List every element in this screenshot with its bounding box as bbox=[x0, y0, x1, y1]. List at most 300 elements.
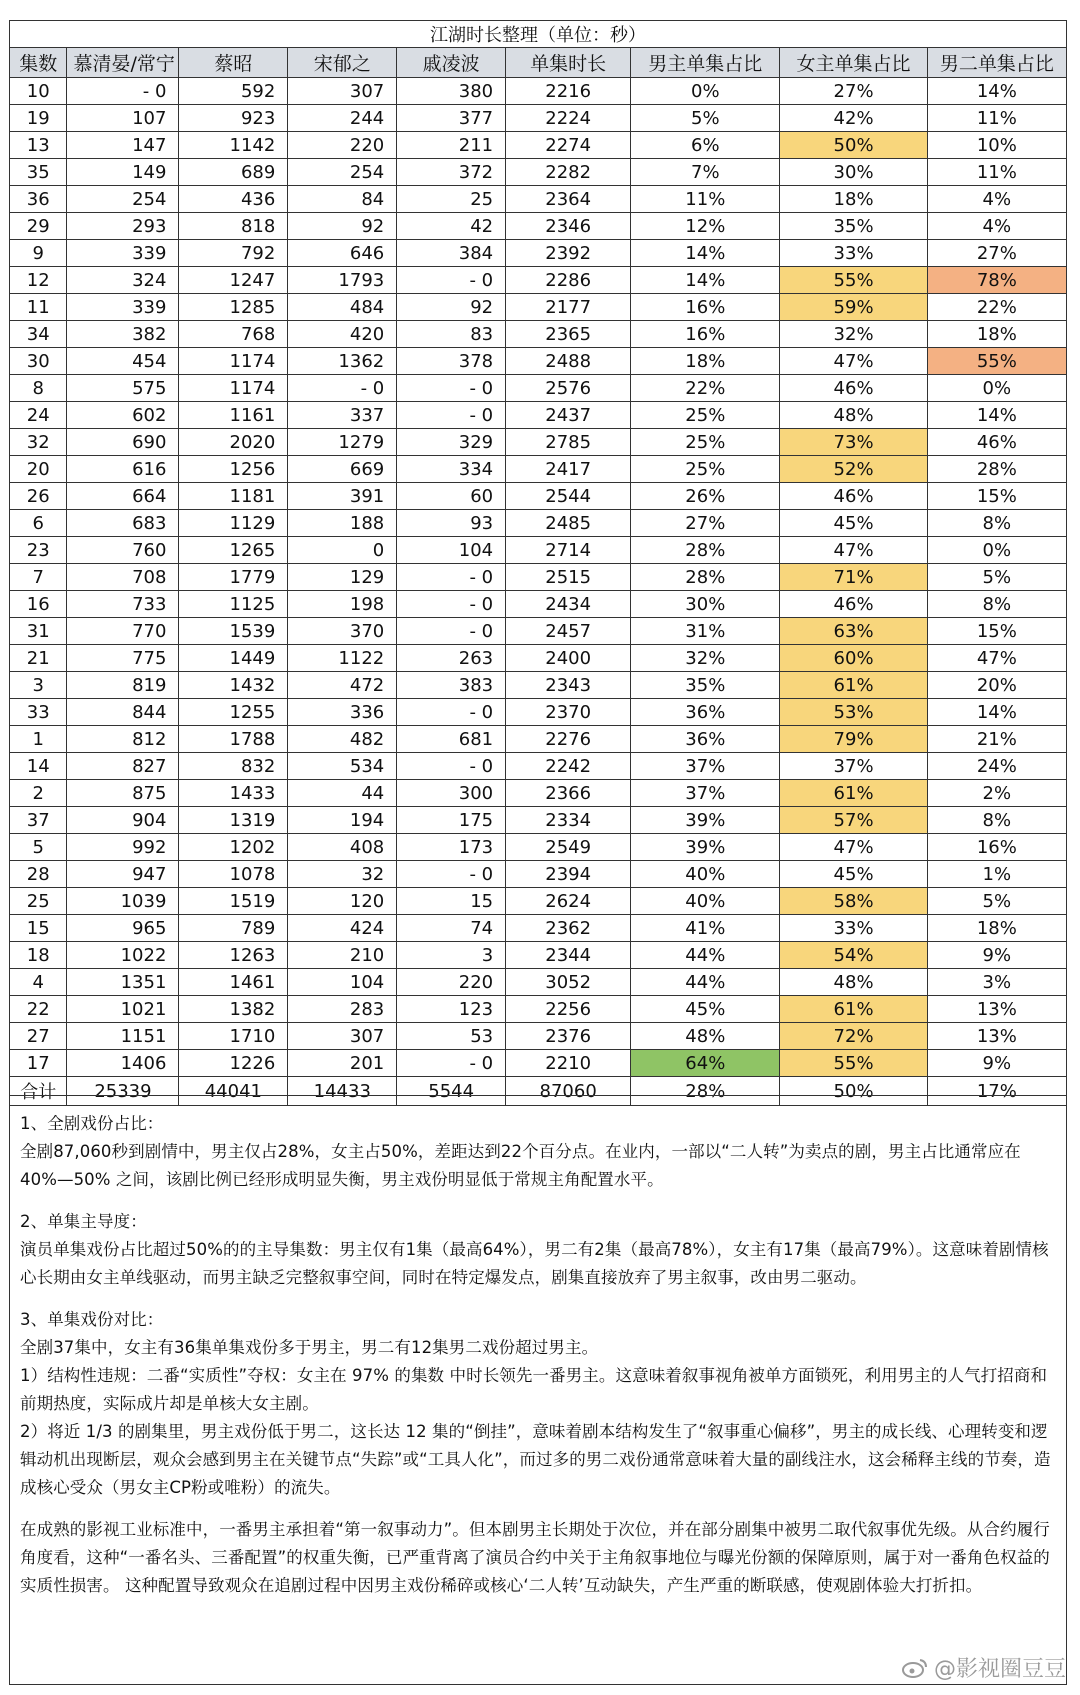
table-cell: 2276 bbox=[506, 726, 631, 753]
table-cell: 300 bbox=[397, 780, 506, 807]
table-cell: - 0 bbox=[397, 267, 506, 294]
table-cell: 690 bbox=[67, 429, 179, 456]
table-cell: 30% bbox=[780, 159, 927, 186]
table-cell: 484 bbox=[288, 294, 397, 321]
table-cell: 768 bbox=[179, 321, 288, 348]
table-cell: 37% bbox=[631, 780, 780, 807]
section-3-line-2: 1）结构性违规：二番“实质性”夺权：女主在 97% 的集数 中时长领先一番男主。这意味着叙事视角被单方面锁死，利用男主的人气打招商和前期热度，实际成片却是单核大女主剧。 bbox=[20, 1366, 1048, 1413]
table-cell: 0% bbox=[927, 375, 1066, 402]
table-cell: 129 bbox=[288, 564, 397, 591]
table-cell: 194 bbox=[288, 807, 397, 834]
table-cell: 25 bbox=[10, 888, 67, 915]
table-cell: 1122 bbox=[288, 645, 397, 672]
table-cell: 8 bbox=[10, 375, 67, 402]
table-cell: 1129 bbox=[179, 510, 288, 537]
table-cell: 436 bbox=[179, 186, 288, 213]
table-cell: 13 bbox=[10, 132, 67, 159]
table-cell: 377 bbox=[397, 105, 506, 132]
table-cell: 22% bbox=[927, 294, 1066, 321]
table-cell: 2346 bbox=[506, 213, 631, 240]
table-cell: 2370 bbox=[506, 699, 631, 726]
table-cell: 48% bbox=[780, 969, 927, 996]
table-row bbox=[10, 780, 1067, 807]
watermark bbox=[902, 1652, 1066, 1683]
table-cell: 57% bbox=[780, 807, 927, 834]
section-2-body: 演员单集戏份占比超过50%的的主导集数：男主仅有1集（最高64%），男二有2集（最高78%），女主有17集（最高79%）。这意味着剧情核心长期由女主单线驱动，而男主缺乏完整叙事空间，同时在特定爆发点，剧集直接放弃了男主叙事，改由男二驱动。 bbox=[20, 1240, 1049, 1287]
table-cell: 41% bbox=[631, 915, 780, 942]
table-cell: 92 bbox=[397, 294, 506, 321]
table-cell: 2282 bbox=[506, 159, 631, 186]
table-cell: 2488 bbox=[506, 348, 631, 375]
table-cell: - 0 bbox=[397, 375, 506, 402]
table-cell: 1 bbox=[10, 726, 67, 753]
table-cell: 681 bbox=[397, 726, 506, 753]
table-cell: 307 bbox=[288, 1023, 397, 1050]
table-row bbox=[10, 915, 1067, 942]
table-cell: 2364 bbox=[506, 186, 631, 213]
table-cell: 27 bbox=[10, 1023, 67, 1050]
table-cell: 58% bbox=[780, 888, 927, 915]
table-cell: 334 bbox=[397, 456, 506, 483]
watermark-text: @影视圈豆豆 bbox=[933, 1657, 1066, 1682]
table-cell: 18% bbox=[927, 915, 1066, 942]
table-row bbox=[10, 888, 1067, 915]
table-cell: 775 bbox=[67, 645, 179, 672]
table-cell: 33% bbox=[780, 915, 927, 942]
table-cell: 35 bbox=[10, 159, 67, 186]
table-cell: 15 bbox=[397, 888, 506, 915]
table-cell: 64% bbox=[631, 1050, 780, 1077]
table-body bbox=[10, 78, 1067, 1106]
table-cell: 8% bbox=[927, 510, 1066, 537]
table-cell: 4% bbox=[927, 213, 1066, 240]
table-row bbox=[10, 186, 1067, 213]
table-cell: 188 bbox=[288, 510, 397, 537]
table-cell: 7% bbox=[631, 159, 780, 186]
table-cell: 53 bbox=[397, 1023, 506, 1050]
total-cell: 25339 bbox=[67, 1077, 179, 1106]
table-cell: 30% bbox=[631, 591, 780, 618]
table-cell: 337 bbox=[288, 402, 397, 429]
table-cell: - 0 bbox=[67, 78, 179, 105]
table-cell: 46% bbox=[927, 429, 1066, 456]
table-cell: 14 bbox=[10, 753, 67, 780]
table-cell: 11% bbox=[927, 159, 1066, 186]
table-cell: 1226 bbox=[179, 1050, 288, 1077]
total-cell: 5544 bbox=[397, 1077, 506, 1106]
table-cell: 2785 bbox=[506, 429, 631, 456]
table-cell: 2457 bbox=[506, 618, 631, 645]
table-cell: 107 bbox=[67, 105, 179, 132]
column-header: 宋郁之 bbox=[288, 48, 397, 78]
table-cell: 329 bbox=[397, 429, 506, 456]
table-cell: 2434 bbox=[506, 591, 631, 618]
table-cell: 13% bbox=[927, 1023, 1066, 1050]
table-cell: 8% bbox=[927, 591, 1066, 618]
total-cell: 28% bbox=[631, 1077, 780, 1106]
table-cell: 2576 bbox=[506, 375, 631, 402]
table-cell: 18% bbox=[780, 186, 927, 213]
table-cell: 55% bbox=[780, 1050, 927, 1077]
table-cell: 6% bbox=[631, 132, 780, 159]
table-cell: 2362 bbox=[506, 915, 631, 942]
table-cell: 20 bbox=[10, 456, 67, 483]
table-cell: 1174 bbox=[179, 348, 288, 375]
table-cell: 1263 bbox=[179, 942, 288, 969]
table-cell: 28% bbox=[927, 456, 1066, 483]
table-cell: 382 bbox=[67, 321, 179, 348]
table-cell: 71% bbox=[780, 564, 927, 591]
table-cell: 14% bbox=[927, 699, 1066, 726]
table-cell: 1256 bbox=[179, 456, 288, 483]
table-cell: 832 bbox=[179, 753, 288, 780]
table-cell: 31% bbox=[631, 618, 780, 645]
table-cell: 383 bbox=[397, 672, 506, 699]
table-row bbox=[10, 294, 1067, 321]
table-cell: 44% bbox=[631, 942, 780, 969]
table-cell: 44% bbox=[631, 969, 780, 996]
table-cell: 37 bbox=[10, 807, 67, 834]
table-cell: 22% bbox=[631, 375, 780, 402]
table-cell: 424 bbox=[288, 915, 397, 942]
table-cell: 10% bbox=[927, 132, 1066, 159]
table-cell: 25% bbox=[631, 456, 780, 483]
table-cell: 2714 bbox=[506, 537, 631, 564]
table-cell: 28 bbox=[10, 861, 67, 888]
table-cell: 904 bbox=[67, 807, 179, 834]
table-cell: 14% bbox=[927, 402, 1066, 429]
table-cell: 2515 bbox=[506, 564, 631, 591]
table-cell: 46% bbox=[780, 483, 927, 510]
table-cell: - 0 bbox=[397, 402, 506, 429]
table-row bbox=[10, 834, 1067, 861]
data-sheet bbox=[9, 20, 1067, 1106]
table-cell: - 0 bbox=[397, 861, 506, 888]
table-cell: 408 bbox=[288, 834, 397, 861]
total-cell: 50% bbox=[780, 1077, 927, 1106]
table-cell: 819 bbox=[67, 672, 179, 699]
table-cell: 420 bbox=[288, 321, 397, 348]
table-cell: 24 bbox=[10, 402, 67, 429]
section-2-title: 2、单集主导度： bbox=[20, 1212, 147, 1231]
table-cell: 55% bbox=[780, 267, 927, 294]
table-cell: 11 bbox=[10, 294, 67, 321]
column-header: 集数 bbox=[10, 48, 67, 78]
table-cell: 40% bbox=[631, 861, 780, 888]
table-cell: 1265 bbox=[179, 537, 288, 564]
table-cell: 384 bbox=[397, 240, 506, 267]
table-cell: 1539 bbox=[179, 618, 288, 645]
table-cell: 24% bbox=[927, 753, 1066, 780]
table-row bbox=[10, 537, 1067, 564]
table-row bbox=[10, 483, 1067, 510]
table-cell: 575 bbox=[67, 375, 179, 402]
table-cell: 46% bbox=[780, 591, 927, 618]
table-cell: 6 bbox=[10, 510, 67, 537]
table-cell: 93 bbox=[397, 510, 506, 537]
table-cell: 534 bbox=[288, 753, 397, 780]
table-cell: 254 bbox=[67, 186, 179, 213]
table-cell: 79% bbox=[780, 726, 927, 753]
table-cell: 8% bbox=[927, 807, 1066, 834]
table-cell: 992 bbox=[67, 834, 179, 861]
table-cell: 9% bbox=[927, 1050, 1066, 1077]
table-cell: - 0 bbox=[397, 753, 506, 780]
table-cell: 18% bbox=[927, 321, 1066, 348]
table-cell: 1319 bbox=[179, 807, 288, 834]
table-cell: 147 bbox=[67, 132, 179, 159]
weibo-icon bbox=[902, 1657, 928, 1679]
table-cell: 293 bbox=[67, 213, 179, 240]
table-cell: 378 bbox=[397, 348, 506, 375]
table-cell: 0% bbox=[927, 537, 1066, 564]
table-cell: 10 bbox=[10, 78, 67, 105]
table-cell: 1788 bbox=[179, 726, 288, 753]
table-row bbox=[10, 996, 1067, 1023]
table-cell: - 0 bbox=[397, 699, 506, 726]
table-cell: 26% bbox=[631, 483, 780, 510]
table-cell: 1174 bbox=[179, 375, 288, 402]
table-cell: 770 bbox=[67, 618, 179, 645]
total-cell: 17% bbox=[927, 1077, 1066, 1106]
table-row bbox=[10, 402, 1067, 429]
table-cell: 48% bbox=[631, 1023, 780, 1050]
table-cell: 2256 bbox=[506, 996, 631, 1023]
table-row bbox=[10, 753, 1067, 780]
table-cell: 52% bbox=[780, 456, 927, 483]
table-cell: 16% bbox=[631, 294, 780, 321]
table-cell: 33% bbox=[780, 240, 927, 267]
table-row bbox=[10, 213, 1067, 240]
table-cell: 472 bbox=[288, 672, 397, 699]
table-row bbox=[10, 726, 1067, 753]
table-cell: 53% bbox=[780, 699, 927, 726]
table-cell: 1161 bbox=[179, 402, 288, 429]
table-cell: 1039 bbox=[67, 888, 179, 915]
table-cell: 2274 bbox=[506, 132, 631, 159]
table-cell: 336 bbox=[288, 699, 397, 726]
table-cell: 60 bbox=[397, 483, 506, 510]
table-cell: 602 bbox=[67, 402, 179, 429]
header-row bbox=[10, 48, 1067, 78]
table-cell: 1255 bbox=[179, 699, 288, 726]
table-row bbox=[10, 969, 1067, 996]
total-cell: 合计 bbox=[10, 1077, 67, 1106]
table-cell: 25 bbox=[397, 186, 506, 213]
table-cell: 39% bbox=[631, 807, 780, 834]
table-cell: 708 bbox=[67, 564, 179, 591]
table-cell: 733 bbox=[67, 591, 179, 618]
table-cell: 45% bbox=[780, 861, 927, 888]
table-cell: 47% bbox=[780, 537, 927, 564]
table-cell: 15% bbox=[927, 618, 1066, 645]
table-cell: 104 bbox=[288, 969, 397, 996]
table-cell: 14% bbox=[631, 240, 780, 267]
table-cell: 12% bbox=[631, 213, 780, 240]
table-row bbox=[10, 429, 1067, 456]
table-cell: 32 bbox=[10, 429, 67, 456]
table-cell: 1406 bbox=[67, 1050, 179, 1077]
table-cell: 1362 bbox=[288, 348, 397, 375]
section-4-body: 在成熟的影视工业标准中，一番男主承担着“第一叙事动力”。但本剧男主长期处于次位，并在部分剧集中被男二取代叙事优先级。从合约履行角度看，这种“一番名头、三番配置”的权重失衡，已严重背离了演员合约中关于主角叙事地位与曝光份额的保障原则，属于对一番角色权益的实质性损害。 这种配置导致观众在追剧过程中因男主戏份稀碎或核心‘二人转’互动缺失，产生严重的断联感，使观剧体验大打折扣。 bbox=[20, 1520, 1050, 1595]
table-cell: 792 bbox=[179, 240, 288, 267]
screen-time-table bbox=[9, 20, 1067, 1106]
table-cell: 26 bbox=[10, 483, 67, 510]
section-3-title: 3、单集戏份对比： bbox=[20, 1310, 164, 1329]
total-cell: 14433 bbox=[288, 1077, 397, 1106]
table-cell: 29 bbox=[10, 213, 67, 240]
table-cell: 4% bbox=[927, 186, 1066, 213]
table-cell: 1285 bbox=[179, 294, 288, 321]
table-cell: 27% bbox=[631, 510, 780, 537]
table-row bbox=[10, 591, 1067, 618]
table-row bbox=[10, 1050, 1067, 1077]
table-cell: 2400 bbox=[506, 645, 631, 672]
table-cell: 45% bbox=[780, 510, 927, 537]
table-cell: 1432 bbox=[179, 672, 288, 699]
table-cell: 3 bbox=[397, 942, 506, 969]
table-cell: 1449 bbox=[179, 645, 288, 672]
table-cell: 1125 bbox=[179, 591, 288, 618]
table-cell: 30 bbox=[10, 348, 67, 375]
table-cell: 32% bbox=[780, 321, 927, 348]
table-cell: 1433 bbox=[179, 780, 288, 807]
table-cell: 3052 bbox=[506, 969, 631, 996]
table-cell: 1% bbox=[927, 861, 1066, 888]
table-cell: 482 bbox=[288, 726, 397, 753]
table-cell: 2366 bbox=[506, 780, 631, 807]
table-cell: 760 bbox=[67, 537, 179, 564]
table-cell: 1793 bbox=[288, 267, 397, 294]
table-cell: 2210 bbox=[506, 1050, 631, 1077]
table-cell: 339 bbox=[67, 294, 179, 321]
table-cell: 61% bbox=[780, 672, 927, 699]
table-row bbox=[10, 105, 1067, 132]
table-cell: 2% bbox=[927, 780, 1066, 807]
table-cell: 7 bbox=[10, 564, 67, 591]
table-row bbox=[10, 699, 1067, 726]
section-1-body: 全剧87,060秒到剧情中，男主仅占28%，女主占50%，差距达到22个百分点。在业内，一部以“二人转”为卖点的剧，男主占比通常应在 40%—50% 之间，该剧比例已经形成明显失衡，男主戏份明显低于常规主角配置水平。 bbox=[20, 1142, 1021, 1189]
table-cell: 1351 bbox=[67, 969, 179, 996]
table-cell: 2343 bbox=[506, 672, 631, 699]
table-cell: 211 bbox=[397, 132, 506, 159]
table-cell: 45% bbox=[631, 996, 780, 1023]
table-row bbox=[10, 78, 1067, 105]
section-3-line-3: 2）将近 1/3 的剧集里，男主戏份低于男二，这长达 12 集的“倒挂”，意味着剧本结构发生了“叙事重心偏移”，男主的成长线、心理转变和逻辑动机出现断层，观众会感到男主在关键节点“失踪”或“工具人化”，而过多的男二戏份通常意味着大量的副线注水，这会稀释主线的节奏，造成核心受众（男女主CP粉或唯粉）的流失。 bbox=[20, 1422, 1051, 1497]
table-cell: 20% bbox=[927, 672, 1066, 699]
column-header: 慕清晏/常宁 bbox=[67, 48, 179, 78]
table-row bbox=[10, 456, 1067, 483]
table-row bbox=[10, 618, 1067, 645]
table-cell: 9 bbox=[10, 240, 67, 267]
table-row bbox=[10, 807, 1067, 834]
table-cell: 324 bbox=[67, 267, 179, 294]
table-cell: 27% bbox=[927, 240, 1066, 267]
table-cell: 15 bbox=[10, 915, 67, 942]
column-header: 单集时长 bbox=[506, 48, 631, 78]
table-cell: 2437 bbox=[506, 402, 631, 429]
table-cell: 16% bbox=[631, 321, 780, 348]
table-row bbox=[10, 321, 1067, 348]
table-cell: 42 bbox=[397, 213, 506, 240]
table-cell: 210 bbox=[288, 942, 397, 969]
table-cell: 254 bbox=[288, 159, 397, 186]
table-cell: 5% bbox=[927, 564, 1066, 591]
table-cell: 2 bbox=[10, 780, 67, 807]
table-cell: 1461 bbox=[179, 969, 288, 996]
table-cell: 616 bbox=[67, 456, 179, 483]
table-cell: 59% bbox=[780, 294, 927, 321]
table-cell: 3 bbox=[10, 672, 67, 699]
table-cell: 2286 bbox=[506, 267, 631, 294]
table-cell: 844 bbox=[67, 699, 179, 726]
column-header: 女主单集占比 bbox=[780, 48, 927, 78]
table-cell: 339 bbox=[67, 240, 179, 267]
table-row bbox=[10, 240, 1067, 267]
table-cell: 149 bbox=[67, 159, 179, 186]
table-cell: 73% bbox=[780, 429, 927, 456]
table-cell: 22 bbox=[10, 996, 67, 1023]
table-cell: 2392 bbox=[506, 240, 631, 267]
table-cell: 664 bbox=[67, 483, 179, 510]
table-cell: 92 bbox=[288, 213, 397, 240]
table-cell: 4 bbox=[10, 969, 67, 996]
table-cell: 2177 bbox=[506, 294, 631, 321]
table-cell: 36% bbox=[631, 699, 780, 726]
table-cell: 454 bbox=[67, 348, 179, 375]
table-cell: 2624 bbox=[506, 888, 631, 915]
table-cell: 689 bbox=[179, 159, 288, 186]
table-cell: 27% bbox=[780, 78, 927, 105]
table-cell: 1181 bbox=[179, 483, 288, 510]
table-cell: 1142 bbox=[179, 132, 288, 159]
table-cell: 646 bbox=[288, 240, 397, 267]
table-cell: 812 bbox=[67, 726, 179, 753]
table-cell: 0% bbox=[631, 78, 780, 105]
table-cell: 683 bbox=[67, 510, 179, 537]
table-row bbox=[10, 1023, 1067, 1050]
table-cell: - 0 bbox=[397, 564, 506, 591]
table-cell: 2344 bbox=[506, 942, 631, 969]
table-cell: 0 bbox=[288, 537, 397, 564]
table-cell: 5% bbox=[631, 105, 780, 132]
table-cell: 120 bbox=[288, 888, 397, 915]
table-cell: - 0 bbox=[288, 375, 397, 402]
table-cell: 1279 bbox=[288, 429, 397, 456]
table-cell: 61% bbox=[780, 996, 927, 1023]
table-cell: 2544 bbox=[506, 483, 631, 510]
table-row bbox=[10, 564, 1067, 591]
table-cell: 16% bbox=[927, 834, 1066, 861]
table-cell: 1779 bbox=[179, 564, 288, 591]
table-cell: 13% bbox=[927, 996, 1066, 1023]
table-cell: 827 bbox=[67, 753, 179, 780]
table-cell: 14% bbox=[631, 267, 780, 294]
table-cell: 32 bbox=[288, 861, 397, 888]
table-cell: 875 bbox=[67, 780, 179, 807]
table-cell: 19 bbox=[10, 105, 67, 132]
table-cell: 370 bbox=[288, 618, 397, 645]
table-cell: 947 bbox=[67, 861, 179, 888]
table-cell: 83 bbox=[397, 321, 506, 348]
table-cell: 263 bbox=[397, 645, 506, 672]
column-header: 男主单集占比 bbox=[631, 48, 780, 78]
table-cell: 5% bbox=[927, 888, 1066, 915]
table-cell: 11% bbox=[631, 186, 780, 213]
table-cell: 391 bbox=[288, 483, 397, 510]
table-cell: 307 bbox=[288, 78, 397, 105]
table-cell: - 0 bbox=[397, 1050, 506, 1077]
